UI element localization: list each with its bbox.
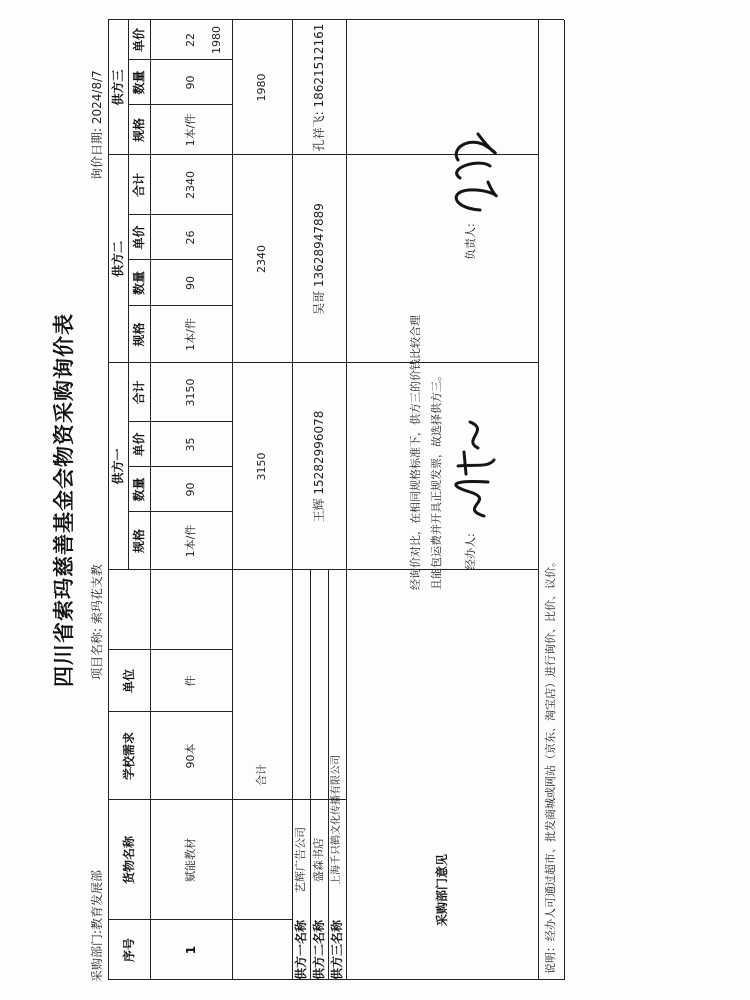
supplier-1-name-label: 供方一名称 (293, 919, 308, 980)
item-s1-spec: 1本/件 (184, 524, 198, 558)
item-s3-qty: 90 (184, 75, 198, 90)
leader-label: 负责人: (464, 223, 477, 260)
header-s2-spec: 规格 (131, 322, 146, 347)
header-s2-qty: 数量 (131, 271, 146, 296)
opinion-text-line-1: 经询价对比，在相同规格标准下，供方三的价钱比较合理 (409, 315, 422, 590)
header-supplier-3: 供方三 (110, 69, 125, 106)
supplier-3-name: 上海千只鹤文化传播有限公司 (331, 755, 342, 885)
header-school-demand: 学校需求 (121, 732, 136, 781)
item-s2-total: 2340 (184, 171, 198, 199)
inquiry-date: 询价日期: 2024/8/7 (90, 70, 104, 180)
item-s1-qty: 90 (184, 482, 198, 497)
opinion-text-line-2: 且能包运费并开具正规发票，故选择供方三。 (430, 370, 443, 590)
header-seq: 序号 (121, 938, 136, 963)
item-s3-price: 22 (184, 33, 198, 47)
explanation-note: 说明：经办人可通过超市、批发商城或网站（京东、淘宝店）进行询价、比价、议价。 (544, 556, 558, 974)
header-supplier-1: 供方一 (110, 448, 125, 485)
table-border-bottom (564, 20, 565, 980)
header-s2-total: 合计 (131, 173, 146, 198)
header-supplier-2: 供方二 (110, 241, 125, 278)
total-supplier-2: 2340 (255, 245, 269, 273)
item-s3-total: 1980 (210, 26, 224, 54)
item-s1-total: 3150 (184, 378, 198, 407)
item-s2-spec: 1本/件 (184, 318, 198, 351)
project-name: 项目名称: 索玛花支教 (90, 564, 104, 680)
supplier-3-contact: 孔祥飞: 18621512161 (311, 23, 326, 152)
supplier-2-contact: 吴哥 13628947889 (311, 203, 326, 315)
supplier-3-name-label: 供方三名称 (329, 919, 344, 980)
header-s3-spec: 规格 (131, 118, 146, 143)
item-s2-price: 26 (184, 230, 198, 245)
header-s3-price: 单价 (131, 28, 146, 53)
header-unit: 单位 (121, 669, 136, 694)
item-s3-spec: 1本/件 (184, 113, 198, 147)
item-s1-price: 35 (184, 437, 198, 452)
item-unit: 件 (184, 675, 198, 687)
header-s1-price: 单价 (131, 432, 146, 457)
total-supplier-3: 1980 (255, 73, 269, 102)
department-label: 采购部门:教育发展部 (90, 869, 104, 982)
leader-signature (440, 128, 504, 218)
item-seq: 1 (183, 945, 198, 955)
handler-signature (448, 412, 504, 522)
item-goods-name: 赋能教材 (184, 838, 198, 882)
handler-label: 经办人: (464, 533, 477, 570)
header-s1-spec: 规格 (131, 529, 146, 554)
header-s1-total: 合计 (131, 380, 146, 405)
opinion-label: 采购部门意见 (434, 854, 449, 927)
supplier-2-name-label: 供方二名称 (311, 919, 326, 980)
supplier-1-name: 艺辉广告公司 (294, 827, 308, 893)
total-supplier-1: 3150 (255, 452, 269, 481)
header-goods-name: 货物名称 (121, 836, 136, 885)
item-s2-qty: 90 (184, 276, 198, 290)
supplier-1-contact: 王辉 15282996078 (311, 410, 326, 523)
supplier-2-name: 盛森书店 (312, 838, 326, 882)
form-title: 四川省索玛慈善基金会物资采购询价表 (52, 313, 76, 687)
header-s3-qty: 数量 (131, 70, 146, 95)
header-s2-price: 单价 (131, 225, 146, 250)
total-label: 合计 (255, 764, 269, 786)
header-s1-qty: 数量 (131, 477, 146, 502)
item-school-demand: 90本 (184, 743, 198, 769)
